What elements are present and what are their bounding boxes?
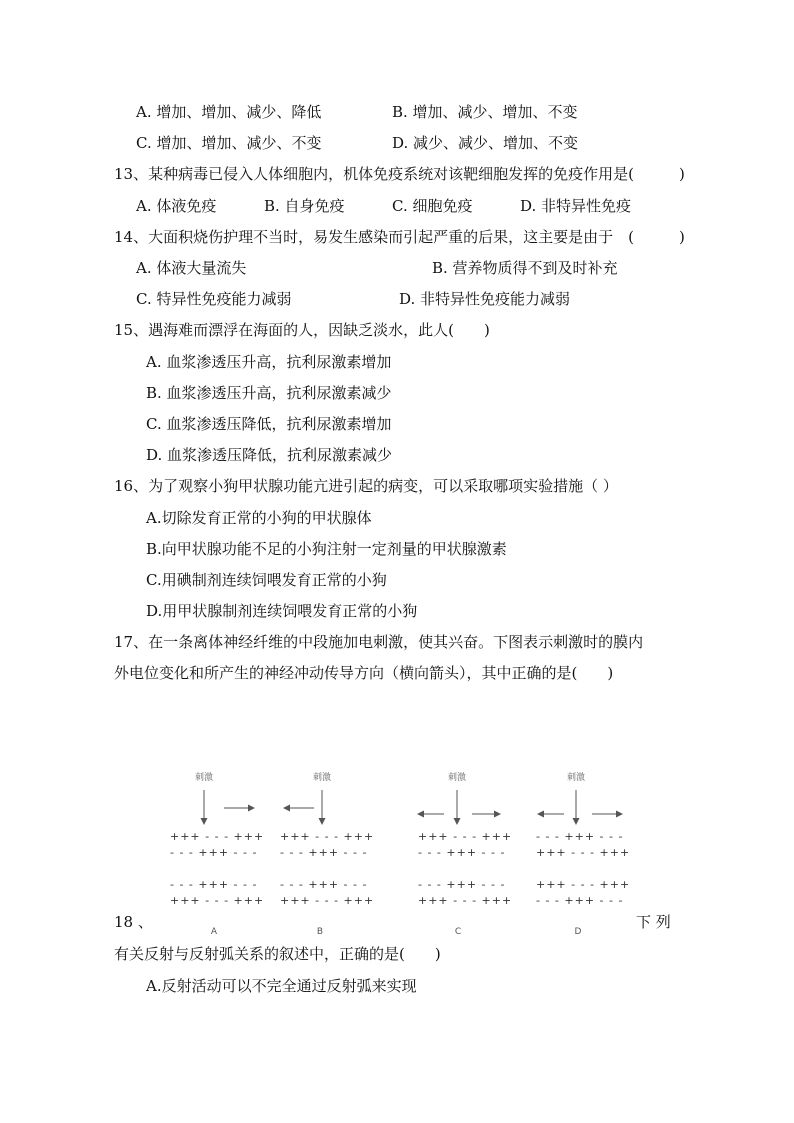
q17-stem-line1: 17、在一条离体神经纤维的中段施加电刺激，使其兴奋。下图表示刺激时的膜内 (114, 633, 644, 651)
q18-option-a: A.反射活动可以不完全通过反射弧来实现 (146, 977, 417, 995)
q16-option-d: D.用甲状腺制剂连续饲喂发育正常的小狗 (146, 602, 418, 620)
stimulus-label-b: 刺激 (312, 773, 332, 783)
panel-a-row3: - - - +++ - - - (170, 878, 258, 891)
q13-stem: 13、某种病毒已侵入人体细胞内，机体免疫系统对该靶细胞发挥的免疫作用是( ) (114, 165, 685, 183)
panel-d (536, 771, 630, 937)
panel-a (170, 771, 264, 937)
q14-option-c: C. 特异性免疫能力减弱 (136, 290, 292, 308)
panel-d-row4: - - - +++ - - - (536, 894, 624, 907)
q15-option-c: C. 血浆渗透压降低，抗利尿激素增加 (146, 415, 392, 433)
q15-option-a: A. 血浆渗透压升高，抗利尿激素增加 (146, 353, 392, 371)
q16-option-c: C.用碘制剂连续饲喂发育正常的小狗 (146, 571, 387, 589)
q14-stem: 14、大面积烧伤护理不当时，易发生感染而引起严重的后果，这主要是由于 ( ) (114, 228, 685, 246)
panel-b-row4: +++ - - - +++ (280, 894, 375, 907)
q14-option-d: D. 非特异性免疫能力减弱 (399, 290, 571, 308)
q15-option-d: D. 血浆渗透压降低，抗利尿激素减少 (146, 446, 393, 464)
q18-number: 18 、 (114, 913, 153, 931)
q16-stem: 16、为了观察小狗甲状腺功能亢进引起的病变，可以采取哪项实验措施（ ） (114, 477, 618, 495)
q13-option-a: A. 体液免疫 (136, 197, 217, 215)
q12-option-c: C. 增加、增加、减少、不变 (136, 134, 322, 152)
panel-a-row1: +++ - - - +++ (170, 830, 265, 843)
q13-option-c: C. 细胞免疫 (392, 197, 473, 215)
panel-d-row3: +++ - - - +++ (536, 878, 631, 891)
q14-option-b: B. 营养物质得不到及时补充 (432, 259, 618, 277)
q12-option-b: B. 增加、减少、增加、不变 (392, 103, 578, 121)
q15-stem: 15、遇海难而漂浮在海面的人，因缺乏淡水，此人( ) (114, 321, 490, 339)
membrane-potential-figure (160, 762, 640, 942)
panel-c-row4: +++ - - - +++ (418, 894, 513, 907)
q15-option-b: B. 血浆渗透压升高，抗利尿激素减少 (146, 384, 392, 402)
q12-option-d: D. 减少、减少、增加、不变 (392, 134, 579, 152)
panel-d-row1: - - - +++ - - - (536, 830, 624, 843)
membrane-potential-svg (160, 762, 640, 942)
stimulus-label-d: 刺激 (566, 773, 586, 783)
q18-stem-tail: 下 列 (636, 913, 671, 931)
panel-a-label: A (210, 927, 218, 937)
q16-option-b: B.向甲状腺功能不足的小狗注射一定剂量的甲状腺激素 (146, 540, 507, 558)
panel-d-label: D (574, 927, 582, 937)
panel-b-label: B (316, 927, 324, 937)
stimulus-label-a: 刺激 (194, 773, 214, 783)
stimulus-label-c: 刺激 (447, 773, 467, 783)
panel-b-row2: - - - +++ - - - (280, 846, 368, 859)
panel-c (418, 771, 512, 937)
q13-option-d: D. 非特异性免疫 (520, 197, 632, 215)
panel-b-row3: - - - +++ - - - (280, 878, 368, 891)
panel-c-label: C (454, 927, 462, 937)
panel-b (280, 771, 374, 937)
panel-c-row3: - - - +++ - - - (418, 878, 506, 891)
q12-option-a: A. 增加、增加、减少、降低 (136, 103, 322, 121)
panel-a-row2: - - - +++ - - - (170, 846, 258, 859)
panel-b-row1: +++ - - - +++ (280, 830, 375, 843)
q14-option-a: A. 体液大量流失 (136, 259, 247, 277)
panel-a-row4: +++ - - - +++ (170, 894, 265, 907)
q16-option-a: A.切除发育正常的小狗的甲状腺体 (146, 509, 372, 527)
q18-stem-line2: 有关反射与反射弧关系的叙述中，正确的是( ) (114, 945, 441, 963)
q17-stem-line2: 外电位变化和所产生的神经冲动传导方向（横向箭头），其中正确的是( ) (114, 664, 614, 682)
panel-c-row1: +++ - - - +++ (418, 830, 513, 843)
panel-c-row2: - - - +++ - - - (418, 846, 506, 859)
panel-d-row2: +++ - - - +++ (536, 846, 631, 859)
q13-option-b: B. 自身免疫 (264, 197, 345, 215)
